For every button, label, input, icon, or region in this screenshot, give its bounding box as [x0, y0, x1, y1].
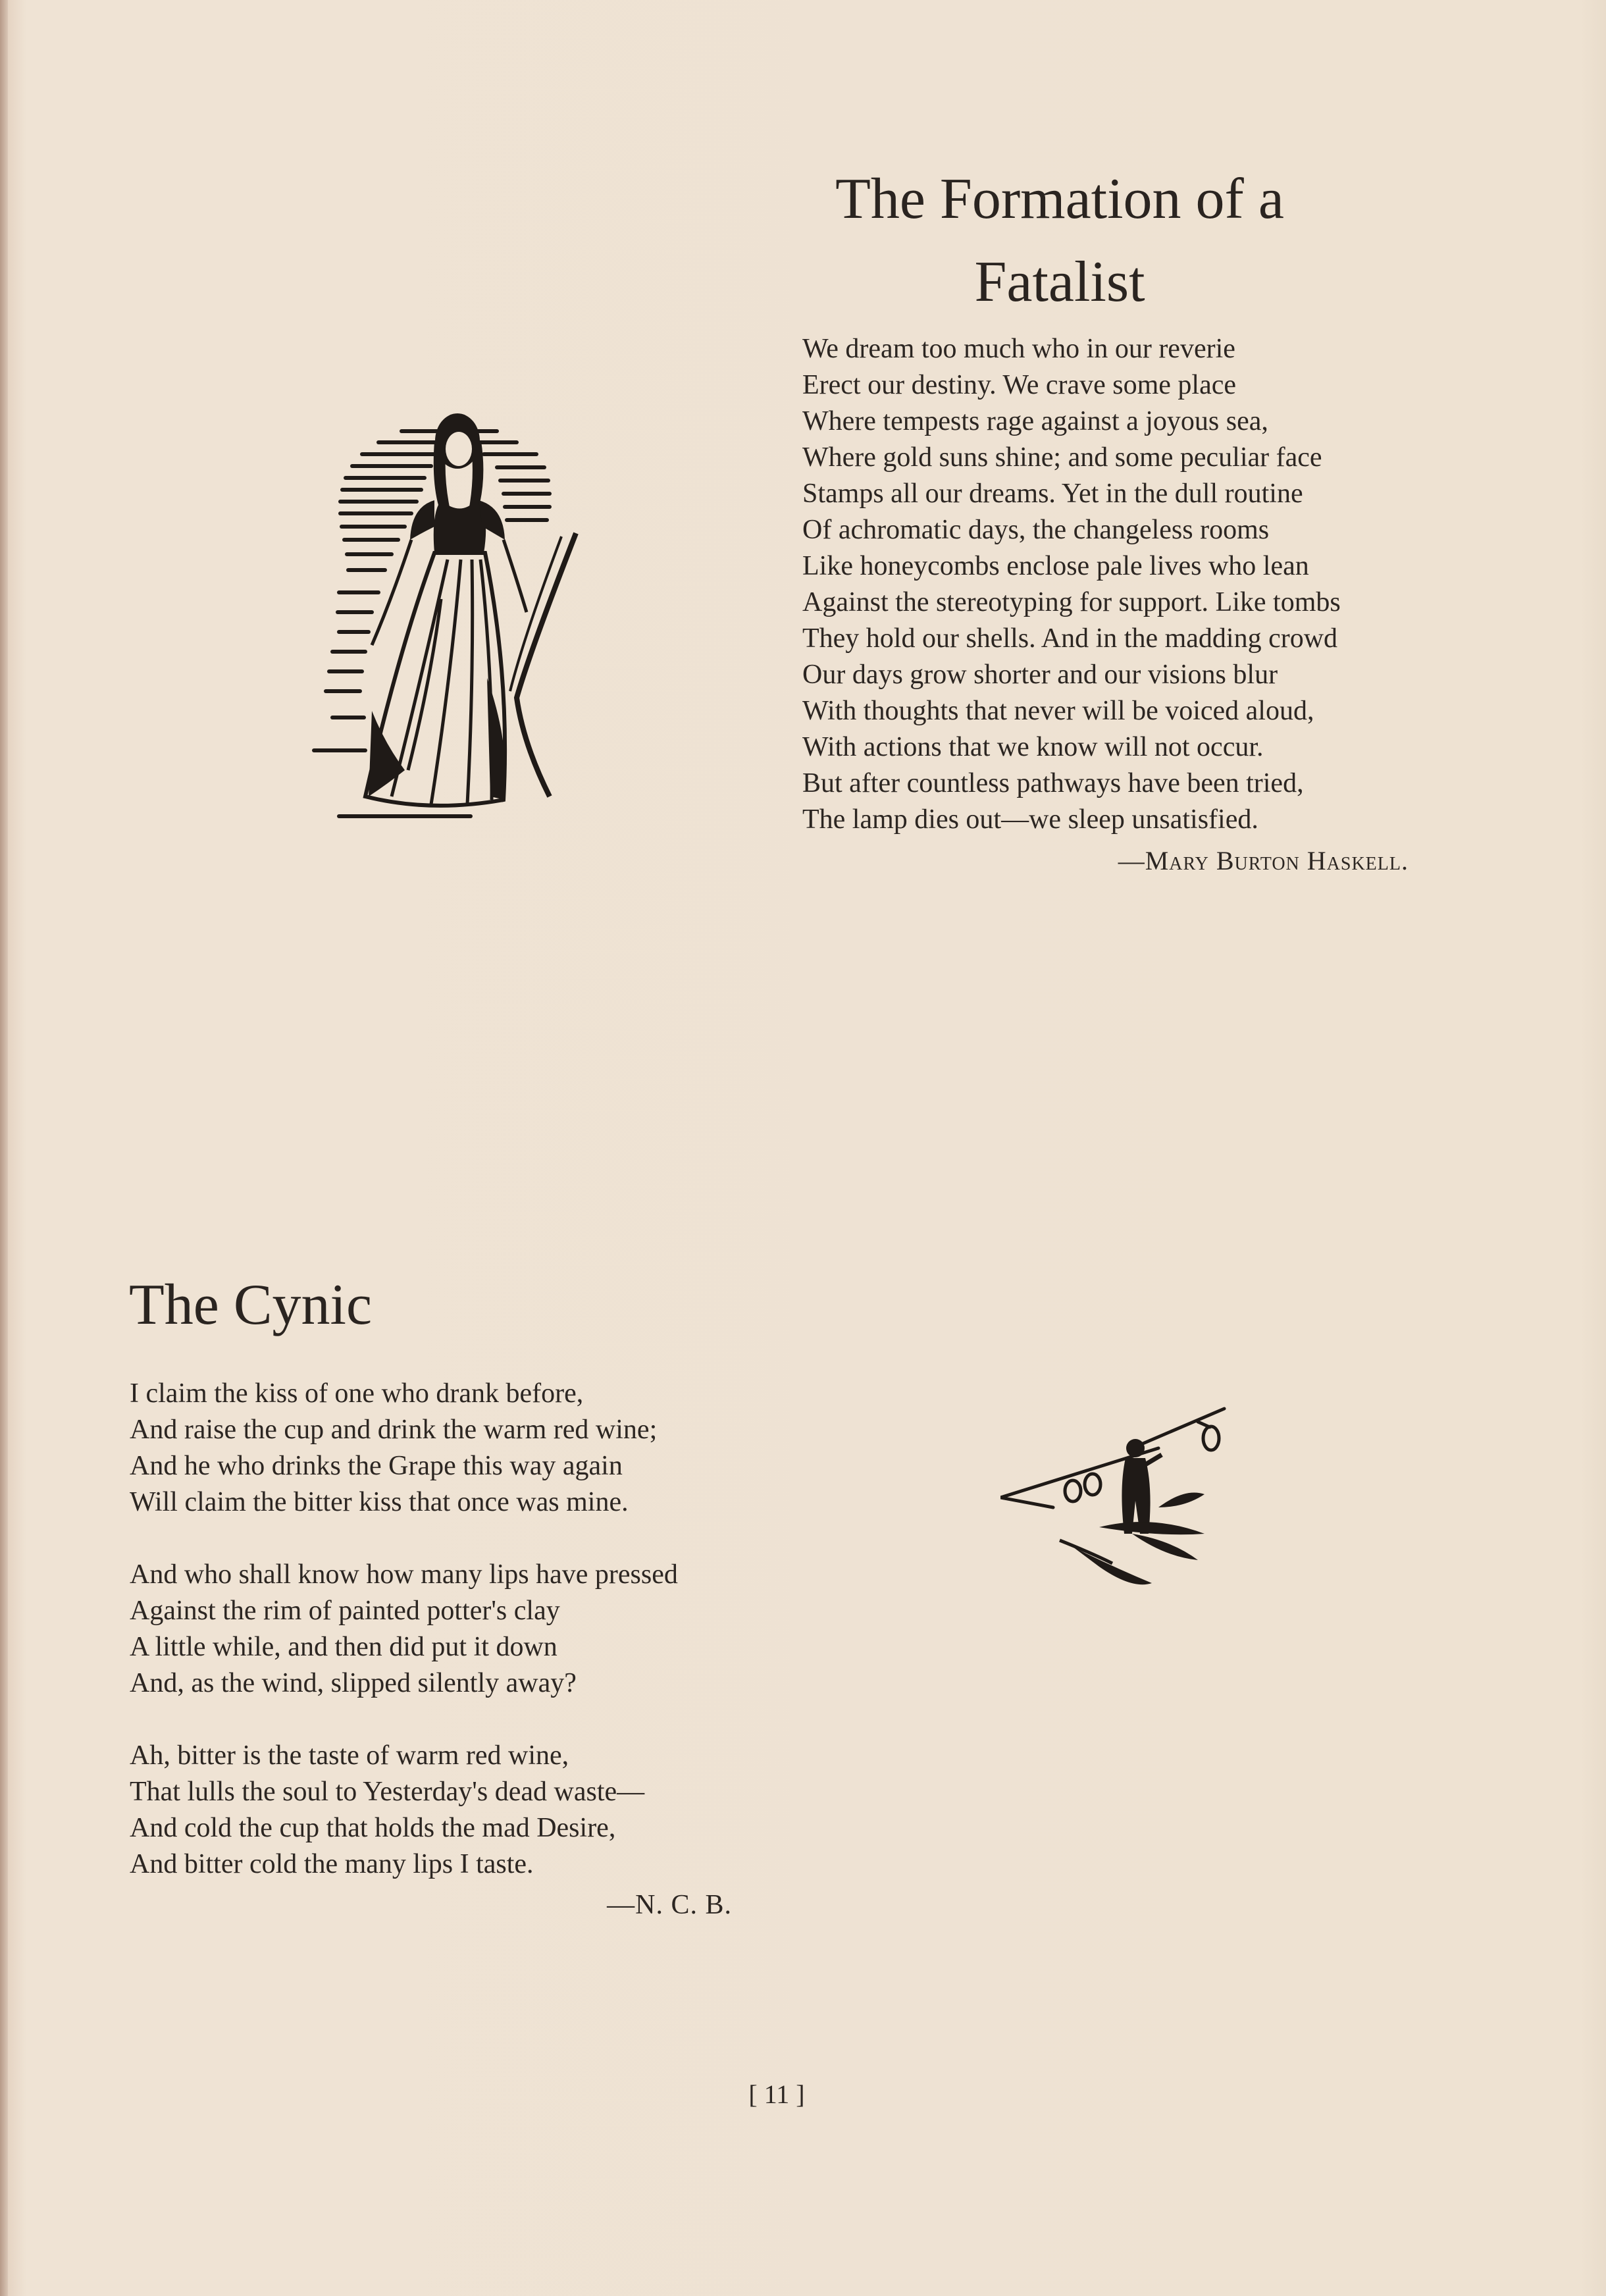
poem-line: And he who drinks the Grape this way again	[130, 1451, 623, 1481]
poem-line: With thoughts that never will be voiced aloud,	[802, 696, 1314, 726]
poem-line: Where tempests rage against a joyous sea,	[802, 406, 1268, 436]
poem-line: Will claim the bitter kiss that once was mine.	[130, 1487, 629, 1517]
poem-line: That lulls the soul to Yesterday's dead waste—	[130, 1777, 645, 1807]
poem-line: Against the stereotyping for support. Like tombs	[802, 587, 1341, 617]
poem-line: We dream too much who in our reverie	[802, 334, 1235, 364]
poem-line: Stamps all our dreams. Yet in the dull routine	[802, 479, 1303, 509]
book-spine-edge	[0, 0, 8, 2296]
poem-line: Like honeycombs enclose pale lives who lean	[802, 551, 1309, 581]
title-line-1: The Formation of a	[835, 167, 1284, 231]
poem-line: A little while, and then did put it down	[130, 1632, 557, 1662]
poem-line: And cold the cup that holds the mad Desire,	[130, 1813, 616, 1843]
title-line-2: Fatalist	[974, 250, 1145, 314]
poem-line: And who shall know how many lips have pressed	[130, 1559, 678, 1590]
poem-line: I claim the kiss of one who drank before,	[130, 1378, 584, 1409]
poem-line: And raise the cup and drink the warm red wine;	[130, 1415, 658, 1445]
page-number: [ 11 ]	[748, 2079, 805, 2109]
poem-title-formation-of-a-fatalist	[764, 158, 1356, 324]
poem-line: And, as the wind, slipped silently away?	[130, 1668, 577, 1698]
poem-line: But after countless pathways have been tried,	[802, 768, 1304, 798]
poem-author-fatalist: —Mary Burton Haskell.	[1118, 846, 1409, 875]
poem-body-cynic	[130, 1376, 678, 1883]
poem-line: Erect our destiny. We crave some place	[802, 370, 1236, 400]
poem-line: With actions that we know will not occur.	[802, 732, 1264, 762]
poem-body-fatalist	[802, 331, 1341, 838]
poem-line: Against the rim of painted potter's clay	[130, 1596, 560, 1626]
poem-line: Our days grow shorter and our visions blur	[802, 660, 1278, 690]
poem-line: Ah, bitter is the taste of warm red wine,	[130, 1740, 569, 1771]
poem-author-cynic: —N. C. B.	[607, 1890, 732, 1920]
poem-line: They hold our shells. And in the madding crowd	[802, 623, 1338, 654]
poem-line: Of achromatic days, the changeless rooms	[802, 515, 1270, 545]
woman-in-gown-illustration	[299, 402, 589, 829]
poem-title-the-cynic: The Cynic	[129, 1273, 373, 1337]
poem-line: Where gold suns shine; and some peculiar face	[802, 442, 1322, 473]
poem-line: And bitter cold the many lips I taste.	[130, 1849, 534, 1879]
stanza-break	[130, 1702, 678, 1738]
poem-line: The lamp dies out—we sleep unsatisfied.	[802, 804, 1258, 835]
stanza-break	[130, 1521, 678, 1557]
figure-with-lanterns-illustration	[1000, 1402, 1237, 1600]
